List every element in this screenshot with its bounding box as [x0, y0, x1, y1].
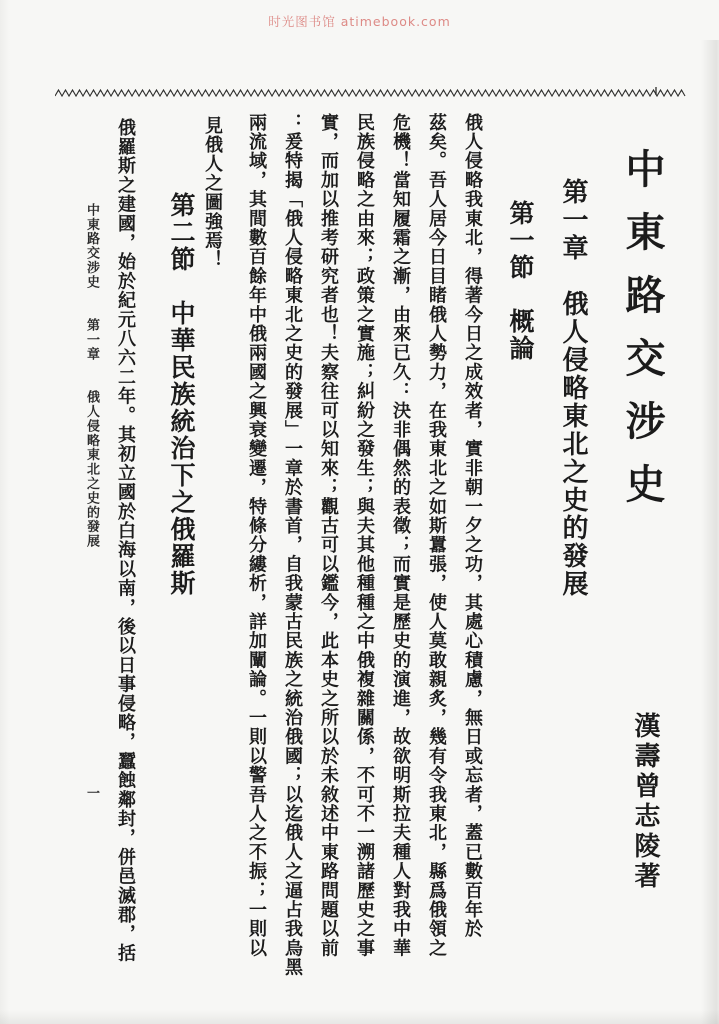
body-column-1: 俄人侵略我東北，得著今日之成效者，實非朝一夕之功，其處心積慮，無日或忘者，蓋已數百年於 — [463, 113, 483, 939]
body-column-6: ：爰特揭「俄人侵略東北之史的發展」一章於書首，自我蒙古民族之統治俄國；以迄俄人之逼占我烏黑 — [283, 113, 303, 977]
section-1-heading: 第一節 概論 — [506, 200, 533, 362]
body-column-3: 危機！當知履霜之漸，由來已久：決非偶然的表徵；而實是歷史的演進，故欲明斯拉夫種人對我中華 — [391, 113, 411, 958]
page-number: 一 — [85, 786, 100, 801]
body-column-5: 實，而加以推考研究者也！夫察往可以知來；觀古可以鑑今，此本史之所以於未敘述中東路問題以前 — [319, 113, 339, 958]
section-2-heading: 第二節 中華民族統治下之俄羅斯 — [167, 192, 194, 597]
running-title: 中東路交涉史 第一章 俄人侵略東北之史的發展 — [85, 203, 100, 549]
body-column-8: 見俄人之圖強焉！ — [203, 116, 223, 270]
scan-edge-bottom — [0, 1010, 719, 1024]
scan-edge-left — [0, 0, 10, 1024]
body-column-2: 茲矣。吾人居今日目睹俄人勢力，在我東北之如斯囂張，使人莫敢親炙，幾有令我東北，縣爲俄領之 — [427, 113, 447, 958]
body-column-4: 民族侵略之由來；政策之實施；糾紛之發生；與夫其他種種之中俄複雜關係，不可不一溯諸歷史之事 — [355, 113, 375, 958]
torn-edge-divider — [55, 87, 691, 101]
body-column-7: 兩流域，其間數百餘年中俄兩國之興衰變遷，特條分縷析，詳加闡論。一則以警吾人之不振；一則以 — [247, 113, 267, 958]
book-title: 中東路交涉史 — [620, 148, 665, 526]
watermark-banner: 时光图书馆 atimebook.com — [268, 14, 451, 29]
scan-edge-right — [701, 40, 719, 1024]
chapter-heading: 第一章 俄人侵略東北之史的發展 — [559, 178, 588, 598]
author-name: 漢壽曾志陵著 — [631, 712, 660, 892]
section-2-body-column: 俄羅斯之建國，始於紀元八六二年。其初立國於白海以南，後以日事侵略，蠶蝕鄰封，併邑滅郡，括 — [116, 118, 136, 963]
